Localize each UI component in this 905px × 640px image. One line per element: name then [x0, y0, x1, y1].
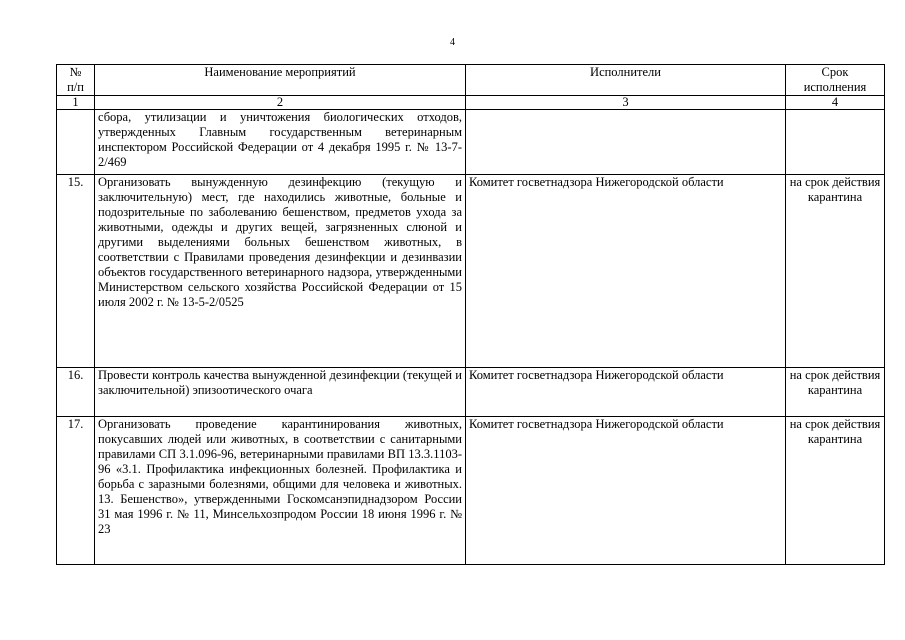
row-executor	[466, 110, 786, 175]
header-number-line1: №	[69, 65, 82, 79]
column-number: 2	[95, 96, 466, 110]
header-number	[57, 65, 95, 96]
column-number: 4	[786, 96, 885, 110]
row-text: сбора, утилизации и уничтожения биологических отходов, утвержденных Главным государственным ветеринарным инспектором Российской Федерации от 4 декабря 1995 г. № 13-7-2/469	[95, 110, 466, 175]
row-term: на срок действия карантина	[786, 175, 885, 368]
table-row	[57, 417, 885, 565]
page-number: 4	[450, 37, 455, 48]
row-executor: Комитет госветнадзора Нижегородской области	[466, 368, 786, 417]
measures-table	[56, 64, 885, 565]
row-number: 17.	[57, 417, 95, 565]
table-row	[57, 175, 885, 368]
header-row	[57, 65, 885, 96]
row-executor: Комитет госветнадзора Нижегородской области	[466, 175, 786, 368]
row-term	[786, 110, 885, 175]
row-text: Организовать вынужденную дезинфекцию (текущую и заключительную) мест, где находились животные, больные и подозрительные по заболеванию бешенством, предметов ухода за животными, одежды и других вещей, загрязненных слюной и другими выделениями больных бешенством животных, в соответствии с Правилами проведения дезинфекции и дезинвазии объектов государственного ветеринарного надзора, утвержденными Министерством сельского хозяйства Российской Федерации от 15 июля 2002 г. № 13-5-2/0525	[95, 175, 466, 368]
column-number: 3	[466, 96, 786, 110]
row-term: на срок действия карантина	[786, 417, 885, 565]
header-name: Наименование мероприятий	[95, 65, 466, 96]
header-executors: Исполнители	[466, 65, 786, 96]
header-term-line2: исполнения	[803, 80, 867, 94]
row-number: 15.	[57, 175, 95, 368]
header-term	[786, 65, 885, 96]
header-term-line1: Срок	[821, 65, 849, 79]
row-number: 16.	[57, 368, 95, 417]
row-text: Организовать проведение карантинирования животных, покусавших людей или животных, в соответствии с санитарными правилами СП 3.1.096-96, ветеринарными правилами ВП 13.3.1103-96 «3.1. Профилактика инфекционных болезней. Профилактика и борьба с заразными болезнями, общими для человека и животных. 13. Бешенство», утвержденными Госкомсанэпиднадзором России 31 мая 1996 г. № 11, Минсельхозпродом России 18 июня 1996 г. № 23	[95, 417, 466, 565]
table-row	[57, 368, 885, 417]
row-term: на срок действия карантина	[786, 368, 885, 417]
row-number-continued	[57, 110, 95, 175]
header-number-line2: п/п	[67, 80, 84, 94]
row-executor: Комитет госветнадзора Нижегородской области	[466, 417, 786, 565]
column-number: 1	[57, 96, 95, 110]
column-number-row	[57, 96, 885, 110]
table-row	[57, 110, 885, 175]
row-text: Провести контроль качества вынужденной дезинфекции (текущей и заключительной) эпизоотического очага	[95, 368, 466, 417]
